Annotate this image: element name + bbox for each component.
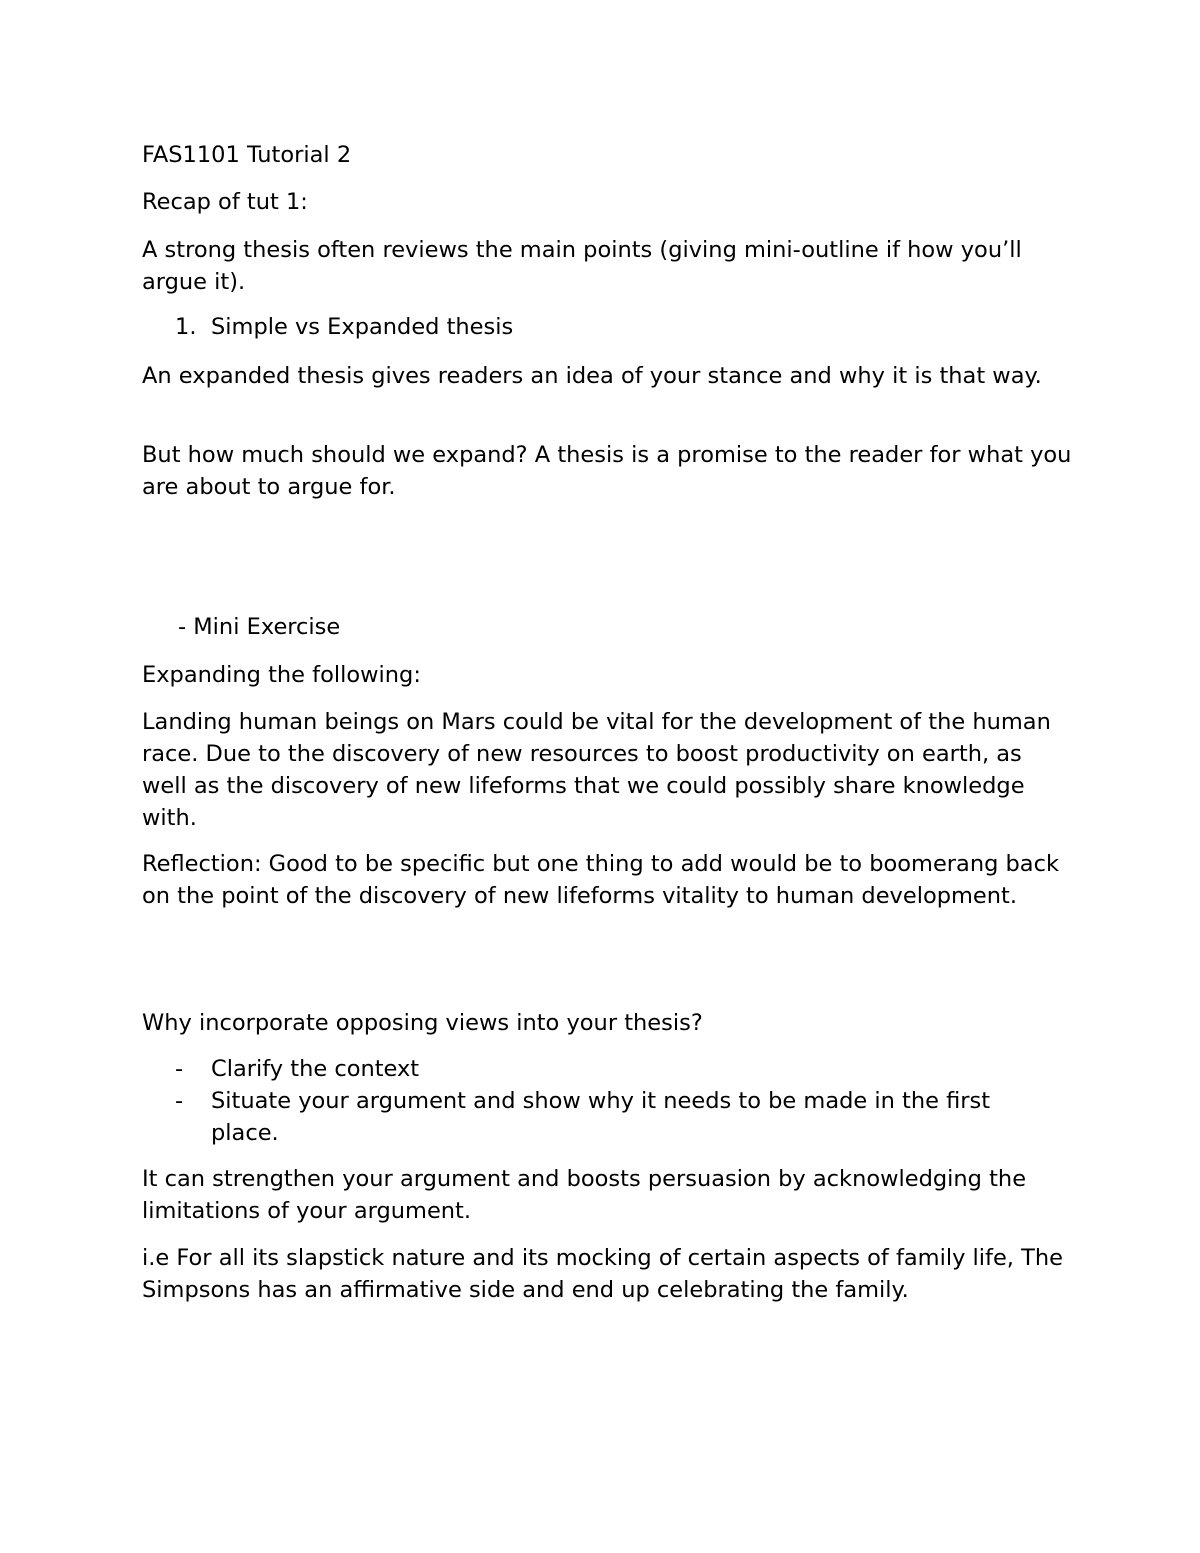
expand-question-paragraph: But how much should we expand? A thesis is a promise to the reader for what you are about to argue for. [142, 442, 1072, 500]
mars-paragraph: Landing human beings on Mars could be vital for the development of the human race. Due to the discovery of new resources to boost productivity on earth, as well as the discovery of new lifeforms that we could possibly share knowledge with. [142, 709, 1051, 831]
bullet-item: Situate your argument and show why it needs to be made in the first place. [211, 1088, 991, 1146]
recap-heading: Recap of tut 1: [142, 189, 308, 215]
numbered-list-item: Simple vs Expanded thesis [211, 314, 514, 340]
numbered-list-marker: 1. [175, 314, 197, 340]
expanding-heading: Expanding the following: [142, 662, 421, 688]
bullet-marker: - [175, 1056, 184, 1082]
reflection-paragraph: Reflection: Good to be specific but one thing to add would be to boomerang back on the point of the discovery of new lifeforms vitality to human development. [142, 851, 1059, 909]
strengthen-paragraph: It can strengthen your argument and boosts persuasion by acknowledging the limitations of your argument. [142, 1166, 1027, 1224]
example-paragraph: i.e For all its slapstick nature and its mocking of certain aspects of family life, The Simpsons has an affirmative side and end up celebrating the family. [142, 1245, 1063, 1303]
expanded-thesis-paragraph: An expanded thesis gives readers an idea of your stance and why it is that way. [142, 363, 1042, 389]
bullet-item: Clarify the context [211, 1056, 420, 1082]
bullet-marker: - [175, 1088, 184, 1114]
mini-exercise-heading: - Mini Exercise [178, 614, 341, 640]
document-title: FAS1101 Tutorial 2 [142, 142, 352, 168]
recap-paragraph: A strong thesis often reviews the main points (giving mini-outline if how you’ll argue it). [142, 237, 1022, 295]
opposing-views-question: Why incorporate opposing views into your thesis? [142, 1010, 703, 1036]
